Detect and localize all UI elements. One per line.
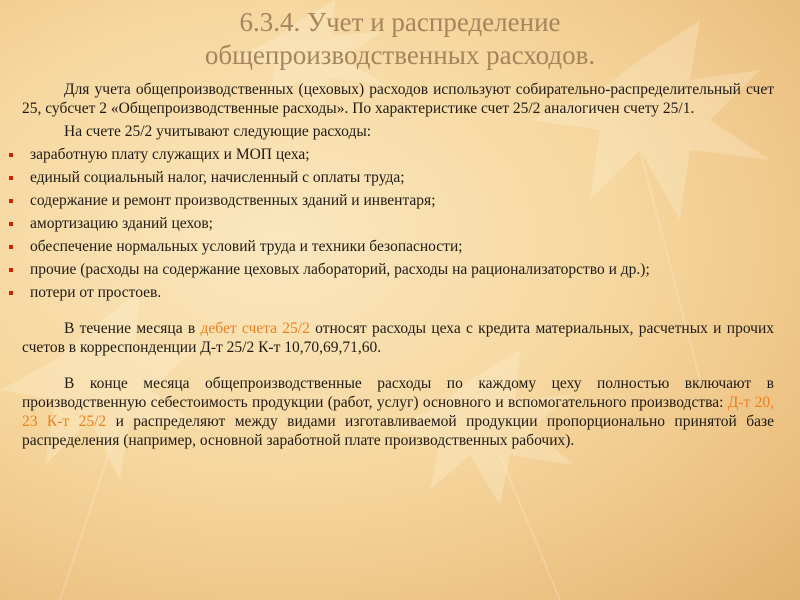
list-item-text: содержание и ремонт производственных зданий и инвентаря; (30, 192, 436, 209)
bullet-icon (9, 245, 13, 249)
slide-title-line2: общепроизводственных расходов. (204, 40, 596, 70)
list-item-text: обеспечение нормальных условий труда и техники безопасности; (30, 238, 463, 255)
paragraph-text: и распределяют между видами изготавливаемой продукции пропорционально принятой базе распределения (например, основной заработной плате производственных рабочих). (22, 413, 774, 449)
list-item (22, 260, 774, 279)
list-item (22, 168, 774, 187)
bullet-icon (9, 222, 13, 226)
highlight-debit-account: дебет счета 25/2 (200, 320, 310, 337)
paragraph-text: В конце месяца общепроизводственные расходы по каждому цеху полностью включают в производственную себестоимость продукции (работ, услуг) основного и вспомогательного производства: (22, 375, 774, 411)
list-item-text: потери от простоев. (30, 284, 162, 301)
bullet-icon (9, 176, 13, 180)
paragraph-text: В течение месяца в (64, 320, 201, 337)
intro-paragraph: Для учета общепроизводственных (цеховых) расходов используют собирательно-распределительный счет 25, субсчет 2 «Общепроизводственные расходы». По характеристике счет 25/2 аналогичен счету 25/1. (22, 81, 774, 117)
list-item (22, 237, 774, 256)
month-end-paragraph (22, 374, 774, 450)
list-item-text: прочие (расходы на содержание цеховых лабораторий, расходы на рационализаторство и др.); (30, 261, 650, 278)
highlight-entry: Д-т 20, 23 К-т 25/2 (22, 394, 775, 430)
spacer (22, 357, 774, 374)
monthly-debit-paragraph (22, 319, 774, 357)
list-item-text: амортизацию зданий цехов; (30, 215, 213, 232)
list-item (22, 283, 774, 302)
paragraph-text: относят расходы цеха с кредита материальных, расчетных и прочих счетов в корреспонденции Д-т 25/2 К-т 10,70,69,71,60. (22, 320, 775, 356)
expense-list (22, 145, 774, 302)
bullet-icon (9, 153, 13, 157)
list-item (22, 214, 774, 233)
spacer (22, 302, 774, 319)
slide-body (22, 80, 774, 450)
list-item (22, 191, 774, 210)
slide-title (0, 6, 800, 72)
bullet-icon (9, 268, 13, 272)
list-item-text: единый социальный налог, начисленный с оплаты труда; (30, 169, 405, 186)
slide-title-line1: 6.3.4. Учет и распределение (239, 7, 561, 37)
bullet-icon (9, 291, 13, 295)
list-item (22, 145, 774, 164)
list-item-text: заработную плату служащих и МОП цеха; (30, 146, 310, 163)
expenses-intro: На счете 25/2 учитывают следующие расходы: (64, 123, 372, 140)
bullet-icon (9, 199, 13, 203)
